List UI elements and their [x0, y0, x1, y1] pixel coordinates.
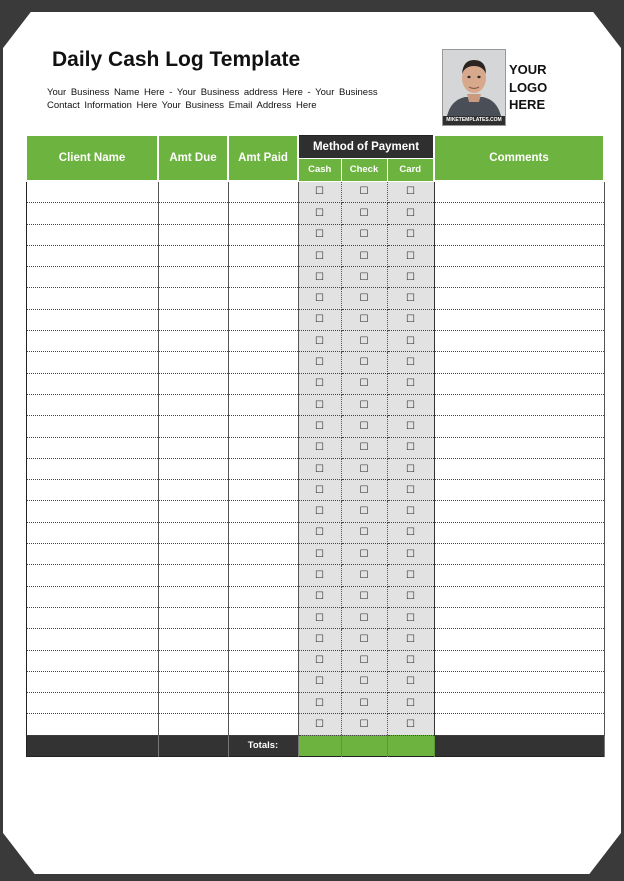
- amt-paid-cell[interactable]: [228, 501, 298, 522]
- card-checkbox[interactable]: ☐: [387, 245, 434, 266]
- comments-cell[interactable]: [434, 352, 604, 373]
- amt-due-cell[interactable]: [158, 544, 228, 565]
- amt-due-cell[interactable]: [158, 437, 228, 458]
- cash-checkbox[interactable]: ☐: [298, 437, 341, 458]
- page-frame-left: [0, 0, 3, 881]
- client-name-cell[interactable]: [26, 331, 158, 352]
- cash-checkbox[interactable]: ☐: [298, 565, 341, 586]
- corner-decoration-bottom-left: [0, 829, 40, 881]
- amt-due-cell[interactable]: [158, 650, 228, 671]
- card-checkbox[interactable]: ☐: [387, 607, 434, 628]
- check-checkbox[interactable]: ☐: [341, 203, 387, 224]
- card-checkbox[interactable]: ☐: [387, 373, 434, 394]
- check-checkbox[interactable]: ☐: [341, 586, 387, 607]
- check-checkbox[interactable]: ☐: [341, 245, 387, 266]
- check-checkbox[interactable]: ☐: [341, 714, 387, 735]
- amt-due-cell[interactable]: [158, 693, 228, 714]
- comments-cell[interactable]: [434, 586, 604, 607]
- photo-watermark: MIKETEMPLATES.COM: [443, 116, 505, 125]
- amt-paid-cell[interactable]: [228, 352, 298, 373]
- table-row: [26, 331, 604, 352]
- client-name-cell[interactable]: [26, 671, 158, 692]
- client-name-cell[interactable]: [26, 565, 158, 586]
- client-name-cell[interactable]: [26, 586, 158, 607]
- card-checkbox[interactable]: ☐: [387, 224, 434, 245]
- amt-due-cell[interactable]: [158, 480, 228, 501]
- comments-cell[interactable]: [434, 607, 604, 628]
- table-row: [26, 267, 604, 288]
- cash-checkbox[interactable]: ☐: [298, 693, 341, 714]
- table-row: [26, 373, 604, 394]
- amt-paid-cell[interactable]: [228, 373, 298, 394]
- client-name-cell[interactable]: [26, 437, 158, 458]
- table-row: [26, 458, 604, 479]
- amt-paid-cell[interactable]: [228, 331, 298, 352]
- client-name-cell[interactable]: [26, 224, 158, 245]
- client-name-cell[interactable]: [26, 544, 158, 565]
- client-name-cell[interactable]: [26, 458, 158, 479]
- card-checkbox[interactable]: ☐: [387, 714, 434, 735]
- totals-spacer: [158, 735, 228, 756]
- client-name-cell[interactable]: [26, 373, 158, 394]
- comments-cell[interactable]: [434, 458, 604, 479]
- amt-due-cell[interactable]: [158, 565, 228, 586]
- comments-cell[interactable]: [434, 373, 604, 394]
- comments-cell[interactable]: [434, 522, 604, 543]
- amt-due-cell[interactable]: [158, 522, 228, 543]
- amt-due-cell[interactable]: [158, 203, 228, 224]
- cash-checkbox[interactable]: ☐: [298, 501, 341, 522]
- corner-decoration-bottom-right: [584, 829, 624, 881]
- card-checkbox[interactable]: ☐: [387, 288, 434, 309]
- cash-checkbox[interactable]: ☐: [298, 331, 341, 352]
- card-checkbox[interactable]: ☐: [387, 181, 434, 203]
- check-checkbox[interactable]: ☐: [341, 309, 387, 330]
- log-rows: [26, 181, 604, 735]
- client-name-cell[interactable]: [26, 480, 158, 501]
- amt-due-cell[interactable]: [158, 224, 228, 245]
- amt-due-cell[interactable]: [158, 331, 228, 352]
- total-check-cell[interactable]: [341, 735, 387, 756]
- page-frame-bottom: [0, 874, 624, 881]
- card-checkbox[interactable]: ☐: [387, 309, 434, 330]
- table-row: [26, 714, 604, 735]
- amt-paid-cell[interactable]: [228, 309, 298, 330]
- client-name-cell[interactable]: [26, 288, 158, 309]
- header-cash: Cash: [298, 158, 341, 181]
- client-name-cell[interactable]: [26, 522, 158, 543]
- amt-paid-cell[interactable]: [228, 416, 298, 437]
- card-checkbox[interactable]: ☐: [387, 416, 434, 437]
- logo-line: YOUR: [509, 62, 547, 77]
- client-name-cell[interactable]: [26, 352, 158, 373]
- amt-paid-cell[interactable]: [228, 544, 298, 565]
- comments-cell[interactable]: [434, 629, 604, 650]
- amt-paid-cell[interactable]: [228, 671, 298, 692]
- table-row: [26, 629, 604, 650]
- comments-cell[interactable]: [434, 267, 604, 288]
- amt-paid-cell[interactable]: [228, 629, 298, 650]
- amt-paid-cell[interactable]: [228, 458, 298, 479]
- card-checkbox[interactable]: ☐: [387, 352, 434, 373]
- card-checkbox[interactable]: ☐: [387, 565, 434, 586]
- cash-checkbox[interactable]: ☐: [298, 309, 341, 330]
- card-checkbox[interactable]: ☐: [387, 629, 434, 650]
- card-checkbox[interactable]: ☐: [387, 671, 434, 692]
- cash-checkbox[interactable]: ☐: [298, 480, 341, 501]
- cash-checkbox[interactable]: ☐: [298, 671, 341, 692]
- comments-cell[interactable]: [434, 181, 604, 203]
- comments-cell[interactable]: [434, 671, 604, 692]
- header-client-name: Client Name: [26, 135, 158, 181]
- client-name-cell[interactable]: [26, 629, 158, 650]
- cash-checkbox[interactable]: ☐: [298, 629, 341, 650]
- page-frame-top: [0, 0, 624, 12]
- cash-checkbox[interactable]: ☐: [298, 224, 341, 245]
- total-card-cell[interactable]: [387, 735, 434, 756]
- totals-spacer: [26, 735, 158, 756]
- comments-cell[interactable]: [434, 394, 604, 415]
- client-name-cell[interactable]: [26, 650, 158, 671]
- amt-paid-cell[interactable]: [228, 181, 298, 203]
- check-checkbox[interactable]: ☐: [341, 522, 387, 543]
- comments-cell[interactable]: [434, 331, 604, 352]
- logo-line: LOGO: [509, 79, 548, 95]
- client-name-cell[interactable]: [26, 501, 158, 522]
- check-checkbox[interactable]: ☐: [341, 480, 387, 501]
- cash-checkbox[interactable]: ☐: [298, 181, 341, 203]
- table-row: [26, 586, 604, 607]
- amt-due-cell[interactable]: [158, 586, 228, 607]
- client-name-cell[interactable]: [26, 181, 158, 203]
- card-checkbox[interactable]: ☐: [387, 544, 434, 565]
- amt-due-cell[interactable]: [158, 181, 228, 203]
- check-checkbox[interactable]: ☐: [341, 629, 387, 650]
- amt-due-cell[interactable]: [158, 394, 228, 415]
- cash-checkbox[interactable]: ☐: [298, 416, 341, 437]
- check-checkbox[interactable]: ☐: [341, 224, 387, 245]
- amt-paid-cell[interactable]: [228, 565, 298, 586]
- amt-due-cell[interactable]: [158, 671, 228, 692]
- logo-photo[interactable]: [442, 49, 506, 126]
- check-checkbox[interactable]: ☐: [341, 416, 387, 437]
- check-checkbox[interactable]: ☐: [341, 181, 387, 203]
- amt-paid-cell[interactable]: [228, 607, 298, 628]
- table-row: [26, 693, 604, 714]
- comments-cell[interactable]: [434, 565, 604, 586]
- amt-paid-cell[interactable]: [228, 394, 298, 415]
- table-row: [26, 437, 604, 458]
- table-row: [26, 522, 604, 543]
- table-row: [26, 181, 604, 203]
- comments-cell[interactable]: [434, 309, 604, 330]
- person-photo-icon: [443, 50, 505, 116]
- table-row: [26, 501, 604, 522]
- amt-paid-cell[interactable]: [228, 203, 298, 224]
- table-row: [26, 288, 604, 309]
- corner-decoration-top-right: [584, 0, 624, 52]
- logo-line: HERE: [509, 97, 546, 112]
- comments-cell[interactable]: [434, 480, 604, 501]
- totals-label: Totals:: [228, 735, 298, 756]
- card-checkbox[interactable]: ☐: [387, 501, 434, 522]
- table-row: [26, 416, 604, 437]
- client-name-cell[interactable]: [26, 203, 158, 224]
- card-checkbox[interactable]: ☐: [387, 650, 434, 671]
- check-checkbox[interactable]: ☐: [341, 437, 387, 458]
- card-checkbox[interactable]: ☐: [387, 522, 434, 543]
- comments-cell[interactable]: [434, 714, 604, 735]
- amt-paid-cell[interactable]: [228, 245, 298, 266]
- client-name-cell[interactable]: [26, 416, 158, 437]
- table-row: [26, 544, 604, 565]
- amt-paid-cell[interactable]: [228, 586, 298, 607]
- table-row: [26, 565, 604, 586]
- amt-due-cell[interactable]: [158, 629, 228, 650]
- cash-checkbox[interactable]: ☐: [298, 586, 341, 607]
- card-checkbox[interactable]: ☐: [387, 203, 434, 224]
- amt-paid-cell[interactable]: [228, 714, 298, 735]
- check-checkbox[interactable]: ☐: [341, 544, 387, 565]
- amt-due-cell[interactable]: [158, 501, 228, 522]
- check-checkbox[interactable]: ☐: [341, 394, 387, 415]
- comments-cell[interactable]: [434, 544, 604, 565]
- amt-due-cell[interactable]: [158, 607, 228, 628]
- amt-due-cell[interactable]: [158, 245, 228, 266]
- header-amt-paid: Amt Paid: [228, 135, 298, 181]
- check-checkbox[interactable]: ☐: [341, 501, 387, 522]
- amt-paid-cell[interactable]: [228, 480, 298, 501]
- amt-paid-cell[interactable]: [228, 650, 298, 671]
- client-name-cell[interactable]: [26, 267, 158, 288]
- comments-cell[interactable]: [434, 224, 604, 245]
- card-checkbox[interactable]: ☐: [387, 693, 434, 714]
- cash-checkbox[interactable]: ☐: [298, 544, 341, 565]
- card-checkbox[interactable]: ☐: [387, 458, 434, 479]
- card-checkbox[interactable]: ☐: [387, 480, 434, 501]
- card-checkbox[interactable]: ☐: [387, 331, 434, 352]
- amt-paid-cell[interactable]: [228, 224, 298, 245]
- cash-checkbox[interactable]: ☐: [298, 458, 341, 479]
- client-name-cell[interactable]: [26, 245, 158, 266]
- amt-due-cell[interactable]: [158, 309, 228, 330]
- business-info: Your Business Name Here - Your Business address Here - Your Business Contact Information Here Your Business Email Address Here: [47, 87, 378, 111]
- check-checkbox[interactable]: ☐: [341, 565, 387, 586]
- table-row: [26, 671, 604, 692]
- table-row: [26, 203, 604, 224]
- check-checkbox[interactable]: ☐: [341, 373, 387, 394]
- cash-checkbox[interactable]: ☐: [298, 607, 341, 628]
- cash-checkbox[interactable]: ☐: [298, 714, 341, 735]
- check-checkbox[interactable]: ☐: [341, 458, 387, 479]
- cash-checkbox[interactable]: ☐: [298, 288, 341, 309]
- header-method-of-payment: Method of Payment: [298, 135, 434, 158]
- page-title: Daily Cash Log Template: [52, 48, 301, 71]
- check-checkbox[interactable]: ☐: [341, 267, 387, 288]
- amt-due-cell[interactable]: [158, 416, 228, 437]
- client-name-cell[interactable]: [26, 394, 158, 415]
- card-checkbox[interactable]: ☐: [387, 586, 434, 607]
- amt-paid-cell[interactable]: [228, 522, 298, 543]
- cash-checkbox[interactable]: ☐: [298, 267, 341, 288]
- check-checkbox[interactable]: ☐: [341, 650, 387, 671]
- cash-checkbox[interactable]: ☐: [298, 373, 341, 394]
- check-checkbox[interactable]: ☐: [341, 331, 387, 352]
- cash-checkbox[interactable]: ☐: [298, 245, 341, 266]
- totals-row: [26, 735, 604, 756]
- cash-checkbox[interactable]: ☐: [298, 394, 341, 415]
- corner-decoration-top-left: [0, 0, 40, 52]
- amt-paid-cell[interactable]: [228, 437, 298, 458]
- table-row: [26, 607, 604, 628]
- comments-cell[interactable]: [434, 437, 604, 458]
- table-row: [26, 650, 604, 671]
- amt-due-cell[interactable]: [158, 714, 228, 735]
- amt-due-cell[interactable]: [158, 352, 228, 373]
- table-row: [26, 480, 604, 501]
- cash-checkbox[interactable]: ☐: [298, 522, 341, 543]
- table-row: [26, 352, 604, 373]
- comments-cell[interactable]: [434, 650, 604, 671]
- cash-checkbox[interactable]: ☐: [298, 650, 341, 671]
- client-name-cell[interactable]: [26, 309, 158, 330]
- amt-due-cell[interactable]: [158, 458, 228, 479]
- comments-cell[interactable]: [434, 501, 604, 522]
- table-row: [26, 309, 604, 330]
- comments-cell[interactable]: [434, 288, 604, 309]
- header-comments: Comments: [434, 135, 604, 181]
- client-name-cell[interactable]: [26, 607, 158, 628]
- check-checkbox[interactable]: ☐: [341, 607, 387, 628]
- card-checkbox[interactable]: ☐: [387, 267, 434, 288]
- table-row: [26, 224, 604, 245]
- cash-checkbox[interactable]: ☐: [298, 203, 341, 224]
- card-checkbox[interactable]: ☐: [387, 394, 434, 415]
- header-check: Check: [341, 158, 387, 181]
- amt-paid-cell[interactable]: [228, 288, 298, 309]
- client-name-cell[interactable]: [26, 693, 158, 714]
- comments-cell[interactable]: [434, 203, 604, 224]
- card-checkbox[interactable]: ☐: [387, 437, 434, 458]
- check-checkbox[interactable]: ☐: [341, 693, 387, 714]
- cash-checkbox[interactable]: ☐: [298, 352, 341, 373]
- amt-due-cell[interactable]: [158, 288, 228, 309]
- amt-paid-cell[interactable]: [228, 267, 298, 288]
- total-cash-cell[interactable]: [298, 735, 341, 756]
- table-row: [26, 245, 604, 266]
- check-checkbox[interactable]: ☐: [341, 288, 387, 309]
- cash-log-table: [25, 134, 605, 757]
- header-card: Card: [387, 158, 434, 181]
- amt-due-cell[interactable]: [158, 373, 228, 394]
- amt-due-cell[interactable]: [158, 267, 228, 288]
- comments-cell[interactable]: [434, 416, 604, 437]
- totals-comments-spacer: [434, 735, 604, 756]
- client-name-cell[interactable]: [26, 714, 158, 735]
- comments-cell[interactable]: [434, 693, 604, 714]
- comments-cell[interactable]: [434, 245, 604, 266]
- header-amt-due: Amt Due: [158, 135, 228, 181]
- check-checkbox[interactable]: ☐: [341, 352, 387, 373]
- check-checkbox[interactable]: ☐: [341, 671, 387, 692]
- table-row: [26, 394, 604, 415]
- amt-paid-cell[interactable]: [228, 693, 298, 714]
- logo-placeholder: [509, 61, 569, 114]
